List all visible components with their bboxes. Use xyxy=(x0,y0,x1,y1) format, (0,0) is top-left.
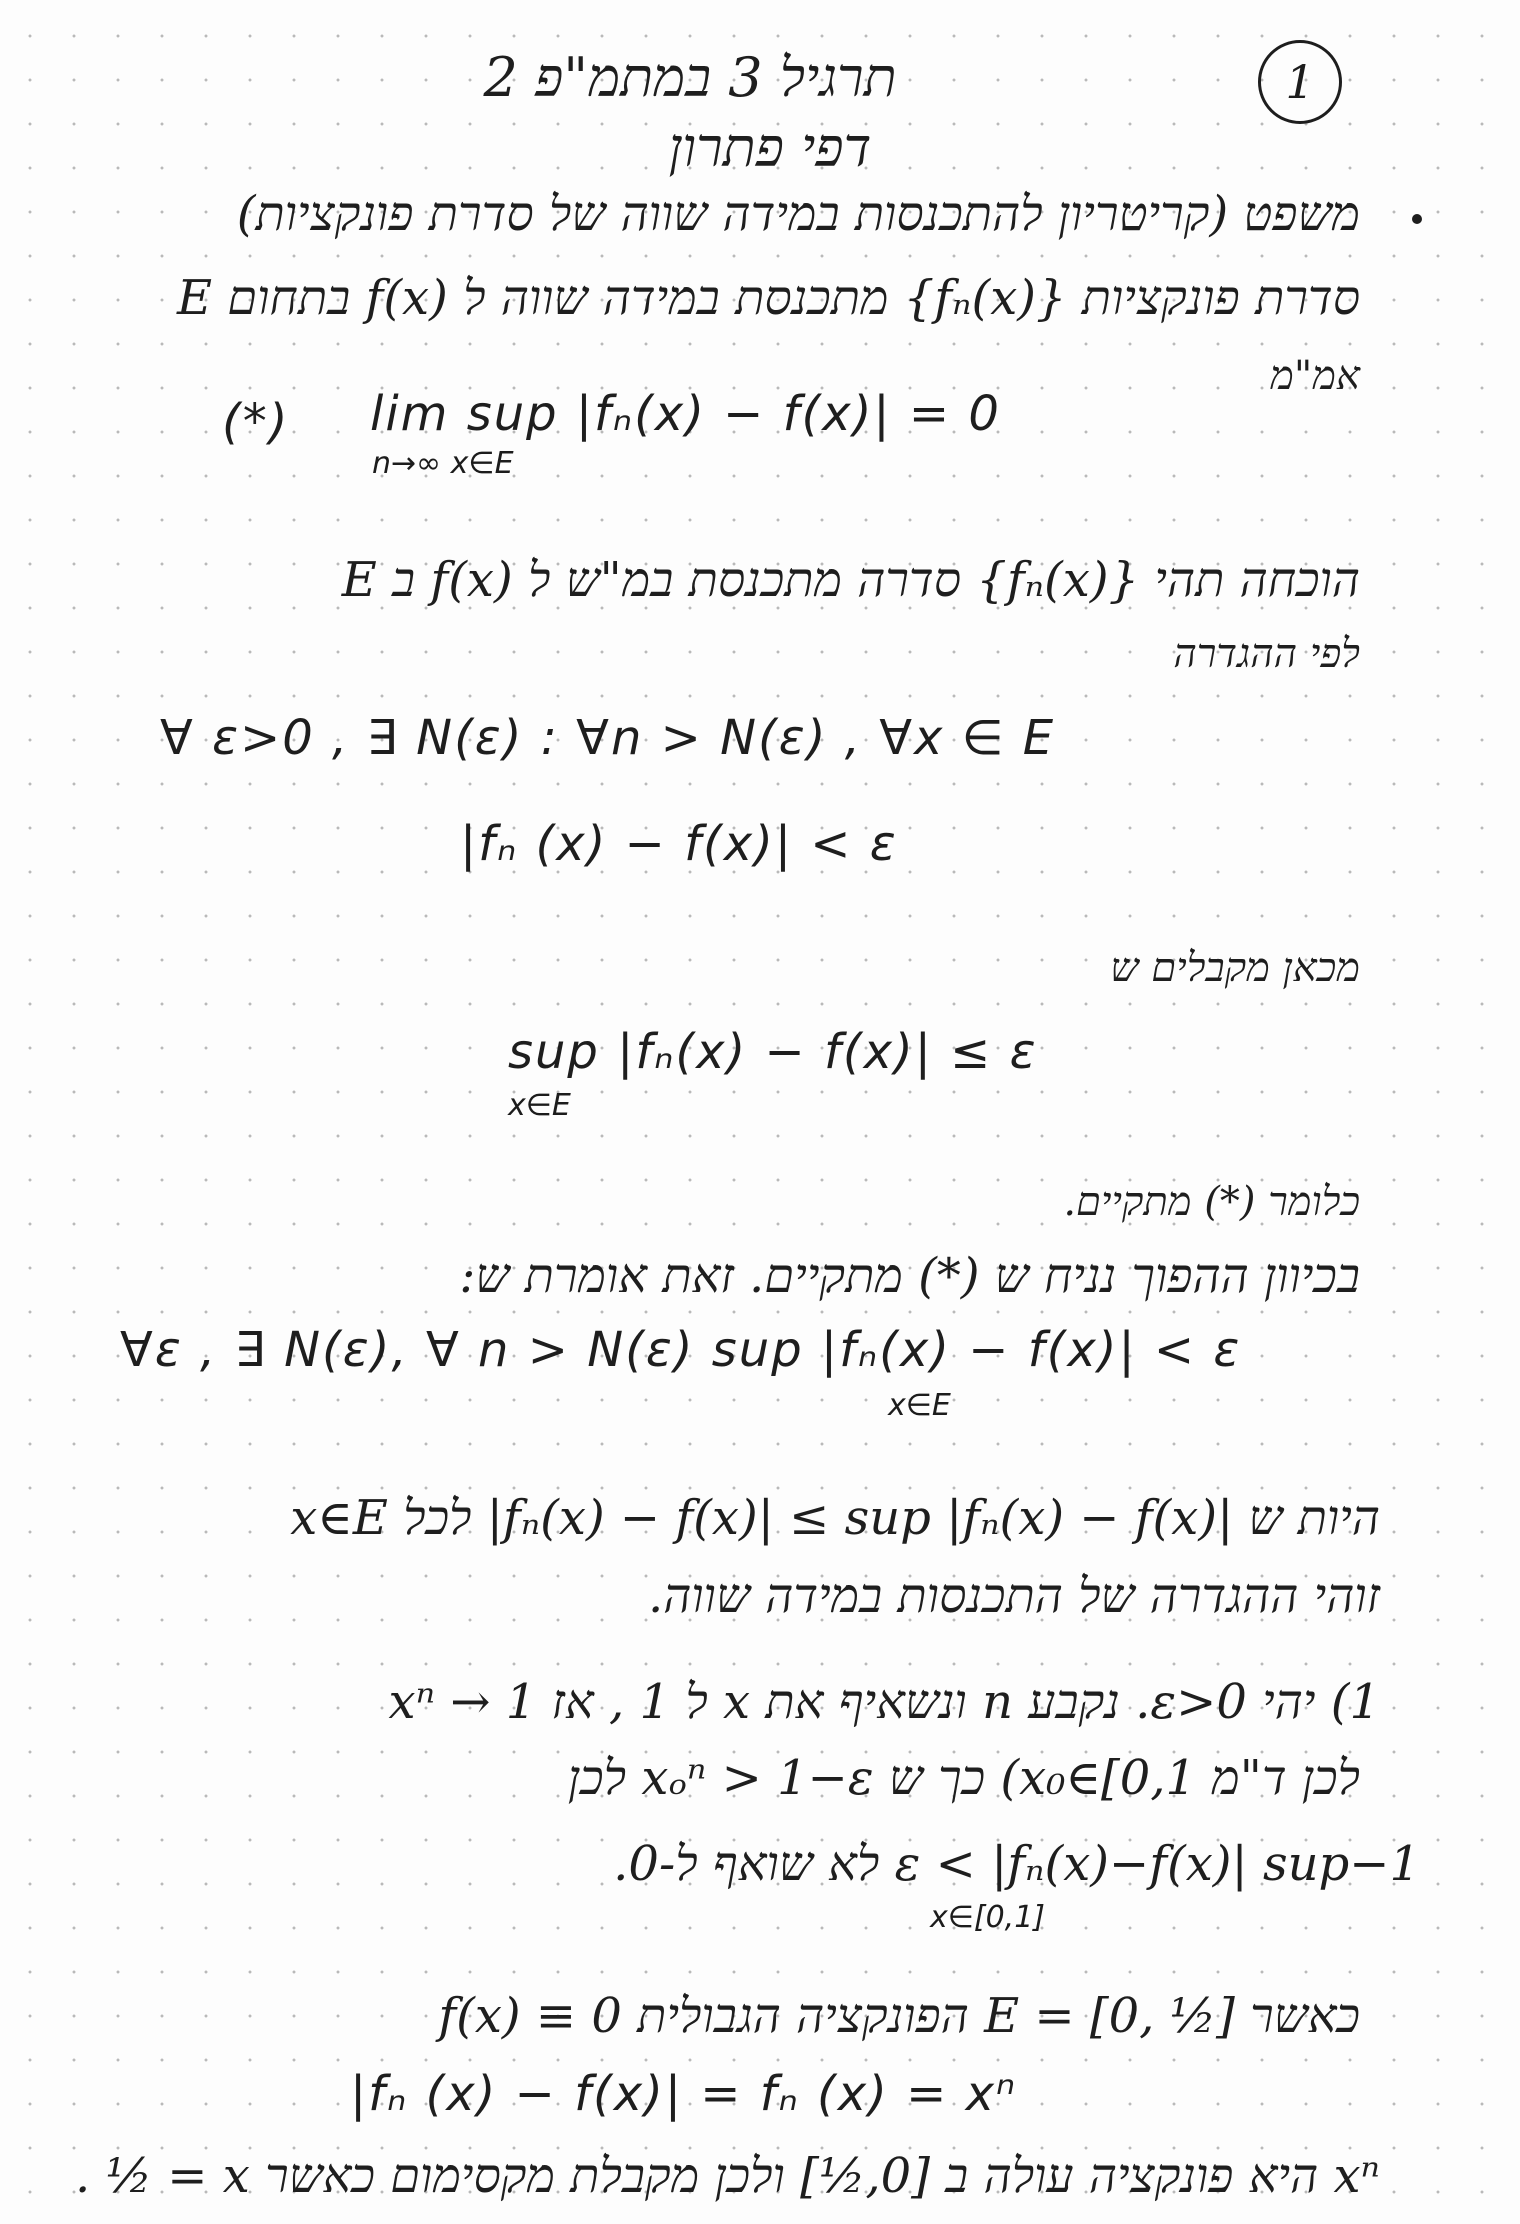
increasing-function-line: xⁿ היא פונקציה עולה ב [0,½] ולכן מקבלת מקסימום כאשר x = ½ . xyxy=(75,2148,1380,2204)
converse-line: בכיוון ההפוך נניח ש (*) מתקיים. זאת אומרת ש: xyxy=(459,1248,1360,1304)
limit-formula: lim sup |fₙ(x) − f(x)| = 0 xyxy=(370,386,1001,442)
uniform-definition-line: זוהי ההגדרה של התכנסות במידה שווה. xyxy=(648,1568,1380,1624)
definition-formula: ∀ ε>0 , ∃ N(ε) : ∀n > N(ε) , ∀x ∈ E xyxy=(160,710,1056,766)
hence-label: מכאן מקבלים ש xyxy=(1110,945,1360,991)
page-title: תרגיל 3 במתמ"פ 2 xyxy=(483,46,897,109)
page-number: 1 xyxy=(1285,55,1315,109)
proof-line: הוכחה תהי {fₙ(x)} סדרה מתכנסת במ"ש ל f(x) ב E xyxy=(341,552,1360,608)
converse-subscript: x∈E xyxy=(888,1388,951,1423)
sup-subscript: x∈E xyxy=(508,1088,571,1123)
bullet-point xyxy=(1412,214,1422,224)
theorem-heading: משפט (קריטריון להתכנסות במידה שווה של סדרת פונקציות) xyxy=(236,186,1360,242)
difference-equals-xn: |fₙ (x) − f(x)| = fₙ (x) = xⁿ xyxy=(350,2066,1018,2122)
by-definition-label: לפי ההגדרה xyxy=(1173,631,1360,677)
definition-inequality: |fₙ (x) − f(x)| < ε xyxy=(460,816,898,872)
limit-subscripts: n→∞ x∈E xyxy=(372,446,514,481)
since-line: היות ש |fₙ(x) − f(x)| ≤ sup |fₙ(x) − f(x)| לכל x∈E xyxy=(290,1490,1380,1546)
exists-point-line: לכן ד"מ x₀∈[0,1) כך ש xₒⁿ > 1−ε לכן xyxy=(567,1750,1360,1806)
interval-subscript: x∈[0,1] xyxy=(930,1900,1046,1935)
page-number-circle xyxy=(1258,40,1342,124)
converse-formula: ∀ε , ∃ N(ε), ∀ n > N(ε) sup |fₙ(x) − f(x)| < ε xyxy=(120,1322,1242,1378)
sup-inequality: sup |fₙ(x) − f(x)| ≤ ε xyxy=(508,1024,1038,1080)
theorem-statement: סדרת פונקציות {fₙ(x)} מתכנסת במידה שווה ל f(x) בתחום E xyxy=(176,270,1360,326)
half-interval-line: כאשר E = [0, ½] הפונקציה הגבולית f(x) ≡ 0 xyxy=(438,1988,1360,2044)
conclusion-line: כלומר (*) מתקיים. xyxy=(1063,1179,1360,1225)
sup-not-converge-line: 1−ε < |fₙ(x)−f(x)| sup לא שואף ל-0. xyxy=(613,1836,1420,1892)
star-label: (*) xyxy=(222,394,290,450)
iff-label: אמ"מ xyxy=(1270,353,1360,399)
page-subtitle: דפי פתרון xyxy=(668,116,872,179)
part-one-line: 1) יהי ε>0. נקבע n ונשאיף את x ל 1 , אז xⁿ → 1 xyxy=(388,1674,1380,1730)
